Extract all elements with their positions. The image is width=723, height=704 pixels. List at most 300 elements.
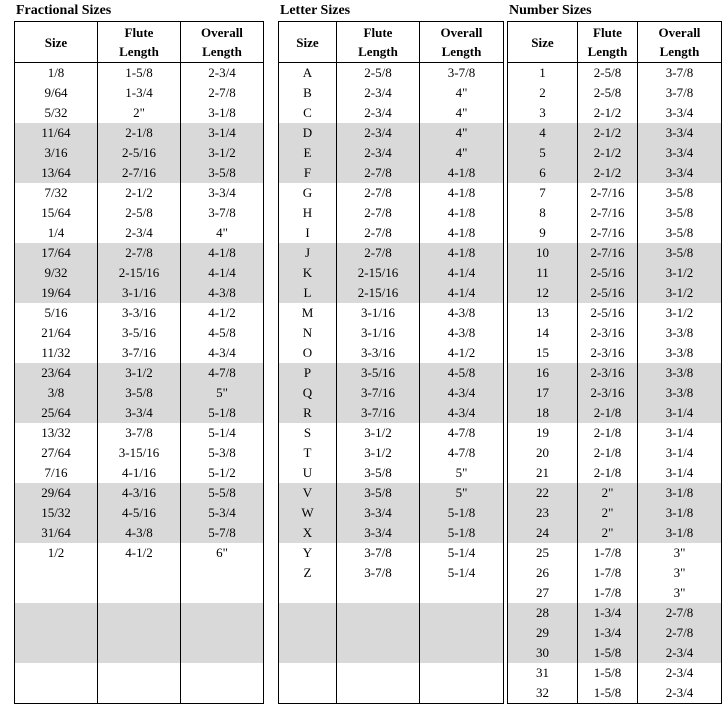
overall-length-cell: 5-5/8 <box>181 483 264 503</box>
flute-length-cell: 1-3/4 <box>98 83 181 103</box>
size-cell: 6 <box>508 163 578 183</box>
size-cell: 14 <box>508 323 578 343</box>
table-row <box>508 283 722 303</box>
size-cell: 5/16 <box>15 303 98 323</box>
flute-length-cell: 2-5/8 <box>337 63 420 84</box>
size-cell: 17 <box>508 383 578 403</box>
table-row <box>15 163 264 183</box>
overall-length-cell: 3-7/8 <box>638 83 722 103</box>
overall-length-cell: 3-1/2 <box>638 303 722 323</box>
overall-length-cell: 3-5/8 <box>181 163 264 183</box>
flute-length-cell: 2-5/8 <box>98 203 181 223</box>
size-cell: P <box>279 363 337 383</box>
table-row <box>508 563 722 583</box>
flute-length-cell: 2-3/4 <box>337 123 420 143</box>
flute-header-line2: Length <box>587 44 628 59</box>
flute-length-cell: 2-15/16 <box>98 263 181 283</box>
table-row <box>15 303 264 323</box>
size-cell: 11/64 <box>15 123 98 143</box>
size-cell: 1/8 <box>15 63 98 84</box>
overall-length-cell: 4-3/4 <box>420 383 504 403</box>
flute-length-cell: 2-5/8 <box>578 63 638 84</box>
flute-length-cell <box>98 683 181 704</box>
flute-length-cell <box>98 623 181 643</box>
overall-length-cell: 3" <box>638 563 722 583</box>
overall-length-cell: 4" <box>181 223 264 243</box>
table-row <box>279 503 504 523</box>
size-cell: Y <box>279 543 337 563</box>
table-row <box>279 603 504 623</box>
flute-length-cell: 2-5/16 <box>578 303 638 323</box>
table-row <box>279 303 504 323</box>
overall-length-cell: 4-3/4 <box>181 343 264 363</box>
table-row <box>15 343 264 363</box>
flute-length-cell: 2-1/8 <box>578 463 638 483</box>
table-row <box>15 183 264 203</box>
size-cell: 23/64 <box>15 363 98 383</box>
table-row <box>15 623 264 643</box>
flute-length-cell: 4-1/2 <box>98 543 181 563</box>
overall-length-cell: 3-3/8 <box>638 383 722 403</box>
flute-length-cell: 2-7/16 <box>578 183 638 203</box>
number-sizes-table <box>507 21 722 704</box>
overall-length-cell: 5-1/2 <box>181 463 264 483</box>
overall-length-cell: 5" <box>181 383 264 403</box>
table-row <box>508 463 722 483</box>
overall-length-cell: 5-1/8 <box>181 403 264 423</box>
flute-length-cell: 1-3/4 <box>578 603 638 623</box>
table-row <box>15 423 264 443</box>
size-cell: 25/64 <box>15 403 98 423</box>
overall-length-cell: 5-3/8 <box>181 443 264 463</box>
overall-length-header <box>181 22 264 63</box>
flute-length-cell: 2-7/8 <box>337 223 420 243</box>
overall-length-cell: 4-5/8 <box>420 363 504 383</box>
table-row <box>15 483 264 503</box>
section-title: Fractional Sizes <box>16 3 112 18</box>
table-row <box>279 123 504 143</box>
size-cell: 7 <box>508 183 578 203</box>
overall-length-cell: 5-1/4 <box>420 543 504 563</box>
size-cell: 26 <box>508 563 578 583</box>
size-cell: 21/64 <box>15 323 98 343</box>
overall-length-cell <box>181 683 264 704</box>
flute-length-cell: 2-1/8 <box>578 403 638 423</box>
fractional-sizes-table <box>14 21 264 704</box>
flute-length-cell: 2-1/8 <box>578 423 638 443</box>
size-cell: 18 <box>508 403 578 423</box>
overall-length-cell: 3-1/4 <box>638 443 722 463</box>
overall-length-cell: 3-1/2 <box>181 143 264 163</box>
size-cell: 20 <box>508 443 578 463</box>
table-row <box>15 263 264 283</box>
overall-header-line1: Overall <box>440 25 483 40</box>
size-cell: 3/8 <box>15 383 98 403</box>
size-cell: 29/64 <box>15 483 98 503</box>
size-cell: L <box>279 283 337 303</box>
size-cell: 31 <box>508 663 578 683</box>
size-cell <box>15 643 98 663</box>
table-row <box>508 383 722 403</box>
overall-length-cell: 3-7/8 <box>638 63 722 84</box>
size-cell: J <box>279 243 337 263</box>
overall-length-cell <box>181 623 264 643</box>
table-row <box>508 223 722 243</box>
flute-length-cell <box>337 643 420 663</box>
size-cell: I <box>279 223 337 243</box>
overall-length-cell: 3-7/8 <box>420 63 504 84</box>
size-cell: 15/64 <box>15 203 98 223</box>
overall-header-line1: Overall <box>201 25 243 40</box>
table-row <box>279 383 504 403</box>
flute-length-cell: 3-5/8 <box>98 383 181 403</box>
size-cell: V <box>279 483 337 503</box>
flute-length-cell <box>337 603 420 623</box>
flute-length-cell: 2-5/16 <box>98 143 181 163</box>
flute-length-cell: 2-1/2 <box>578 143 638 163</box>
size-header <box>508 22 578 63</box>
overall-length-cell: 4-3/8 <box>420 303 504 323</box>
flute-length-cell: 2-7/16 <box>578 203 638 223</box>
size-cell: 1/4 <box>15 223 98 243</box>
table-row <box>508 263 722 283</box>
table-row <box>15 223 264 243</box>
flute-length-cell: 2-7/8 <box>337 243 420 263</box>
overall-length-cell: 5-1/4 <box>420 563 504 583</box>
table-row <box>508 423 722 443</box>
size-cell: R <box>279 403 337 423</box>
overall-length-cell: 3-1/8 <box>638 503 722 523</box>
table-row <box>508 623 722 643</box>
flute-length-cell: 2-3/16 <box>578 343 638 363</box>
table-row <box>508 443 722 463</box>
size-header-label: Size <box>44 34 68 50</box>
size-cell: 28 <box>508 603 578 623</box>
size-cell: F <box>279 163 337 183</box>
table-row <box>508 503 722 523</box>
section-title: Number Sizes <box>509 3 592 18</box>
size-cell: Q <box>279 383 337 403</box>
size-cell: 1 <box>508 63 578 84</box>
overall-length-cell <box>420 583 504 603</box>
overall-length-cell: 3-3/4 <box>638 143 722 163</box>
size-cell: 15 <box>508 343 578 363</box>
size-cell: 4 <box>508 123 578 143</box>
size-cell <box>279 663 337 683</box>
overall-length-cell: 5-7/8 <box>181 523 264 543</box>
size-cell: 9/64 <box>15 83 98 103</box>
table-row <box>508 243 722 263</box>
flute-length-cell: 1-7/8 <box>578 563 638 583</box>
flute-length-cell: 1-5/8 <box>578 643 638 663</box>
flute-length-cell: 3-7/8 <box>98 423 181 443</box>
flute-length-cell: 3-5/8 <box>337 463 420 483</box>
table-row <box>15 543 264 563</box>
overall-length-cell: 4-3/8 <box>181 283 264 303</box>
table-row <box>508 123 722 143</box>
overall-length-cell: 3-1/8 <box>638 523 722 543</box>
overall-length-cell: 4-1/8 <box>420 243 504 263</box>
size-cell: 5 <box>508 143 578 163</box>
flute-length-cell: 3-1/16 <box>337 323 420 343</box>
size-cell: 11 <box>508 263 578 283</box>
overall-length-cell: 3-5/8 <box>638 203 722 223</box>
flute-length-cell: 4-3/8 <box>98 523 181 543</box>
flute-length-cell: 3-1/16 <box>337 303 420 323</box>
overall-length-cell: 4-3/8 <box>420 323 504 343</box>
overall-length-cell: 4-1/8 <box>420 183 504 203</box>
size-cell <box>279 683 337 704</box>
table-row <box>15 603 264 623</box>
flute-length-cell: 3-3/4 <box>337 523 420 543</box>
table-row <box>15 63 264 84</box>
overall-length-cell: 3-5/8 <box>638 183 722 203</box>
header-row <box>508 22 722 63</box>
overall-length-cell: 5" <box>420 463 504 483</box>
flute-length-cell: 3-5/8 <box>337 483 420 503</box>
table-row <box>279 83 504 103</box>
table-row <box>279 163 504 183</box>
flute-length-cell <box>337 583 420 603</box>
size-cell: 27 <box>508 583 578 603</box>
overall-length-cell: 4-1/4 <box>181 263 264 283</box>
table-row <box>279 623 504 643</box>
size-header-label: Size <box>296 34 319 50</box>
flute-length-cell: 3-3/16 <box>337 343 420 363</box>
overall-length-cell: 3-5/8 <box>638 243 722 263</box>
overall-length-cell: 2-7/8 <box>181 83 264 103</box>
flute-header-line1: Flute <box>124 25 154 40</box>
table-row <box>508 303 722 323</box>
table-row <box>279 463 504 483</box>
overall-length-cell: 2-7/8 <box>638 603 722 623</box>
size-cell <box>279 583 337 603</box>
size-cell <box>15 603 98 623</box>
size-cell: 21 <box>508 463 578 483</box>
table-row <box>508 683 722 704</box>
overall-length-cell: 4-1/8 <box>420 203 504 223</box>
size-cell <box>15 583 98 603</box>
table-row <box>508 583 722 603</box>
size-cell: A <box>279 63 337 84</box>
flute-length-cell: 2-3/16 <box>578 323 638 343</box>
size-cell: 9/32 <box>15 263 98 283</box>
size-cell <box>279 603 337 623</box>
table-row <box>15 443 264 463</box>
table-row <box>279 283 504 303</box>
header-row <box>15 22 264 63</box>
overall-length-cell: 3-1/8 <box>181 103 264 123</box>
table-row <box>508 603 722 623</box>
size-cell: 13 <box>508 303 578 323</box>
table-row <box>508 663 722 683</box>
size-header <box>279 22 337 63</box>
overall-length-cell: 4-1/4 <box>420 283 504 303</box>
table-row <box>508 363 722 383</box>
table-row <box>15 103 264 123</box>
table-row <box>508 103 722 123</box>
flute-length-cell: 2-7/8 <box>337 203 420 223</box>
flute-length-header <box>337 22 420 63</box>
table-row <box>279 403 504 423</box>
flute-length-cell: 3-5/16 <box>98 323 181 343</box>
flute-length-cell <box>98 663 181 683</box>
overall-length-cell: 4" <box>420 143 504 163</box>
overall-length-cell: 2-3/4 <box>638 663 722 683</box>
table-row <box>508 63 722 84</box>
flute-length-header <box>578 22 638 63</box>
flute-length-cell <box>98 563 181 583</box>
flute-length-cell: 2-3/4 <box>337 143 420 163</box>
overall-length-cell: 5" <box>420 483 504 503</box>
table-row <box>279 563 504 583</box>
size-cell: 17/64 <box>15 243 98 263</box>
table-row <box>508 403 722 423</box>
flute-length-cell: 2-1/2 <box>578 163 638 183</box>
flute-length-cell: 1-5/8 <box>578 663 638 683</box>
flute-length-cell: 1-3/4 <box>578 623 638 643</box>
table-row <box>279 323 504 343</box>
size-cell: B <box>279 83 337 103</box>
overall-length-cell: 4-5/8 <box>181 323 264 343</box>
size-cell <box>15 663 98 683</box>
flute-length-cell: 2-3/4 <box>337 83 420 103</box>
table-row <box>15 643 264 663</box>
overall-length-cell: 3-1/4 <box>638 403 722 423</box>
size-cell <box>15 683 98 704</box>
table-row <box>508 483 722 503</box>
flute-length-cell <box>337 683 420 704</box>
table-row <box>279 143 504 163</box>
size-cell: G <box>279 183 337 203</box>
flute-length-cell: 3-3/4 <box>337 503 420 523</box>
size-cell: 25 <box>508 543 578 563</box>
table-row <box>508 343 722 363</box>
section-title: Letter Sizes <box>280 3 351 18</box>
overall-length-cell: 3-3/8 <box>638 363 722 383</box>
table-row <box>508 183 722 203</box>
overall-length-cell <box>420 663 504 683</box>
size-cell: 24 <box>508 523 578 543</box>
flute-length-cell: 3-7/16 <box>337 403 420 423</box>
overall-header-line2: Length <box>659 44 700 59</box>
size-cell: X <box>279 523 337 543</box>
size-cell <box>279 643 337 663</box>
flute-length-cell: 2-7/16 <box>578 223 638 243</box>
overall-length-cell: 4-1/4 <box>420 263 504 283</box>
flute-header-line1: Flute <box>593 25 622 40</box>
flute-length-cell: 2-7/16 <box>578 243 638 263</box>
size-header-label: Size <box>531 34 554 50</box>
table-row <box>15 383 264 403</box>
overall-length-cell: 3-1/4 <box>181 123 264 143</box>
flute-length-cell: 3-1/2 <box>98 363 181 383</box>
size-cell: 11/32 <box>15 343 98 363</box>
size-cell: 12 <box>508 283 578 303</box>
overall-length-cell: 2-3/4 <box>638 683 722 704</box>
size-cell: T <box>279 443 337 463</box>
flute-length-cell: 3-1/2 <box>337 423 420 443</box>
table-row <box>15 583 264 603</box>
flute-length-cell: 2-15/16 <box>337 263 420 283</box>
overall-length-cell: 3-5/8 <box>638 223 722 243</box>
table-row <box>279 343 504 363</box>
size-cell: 9 <box>508 223 578 243</box>
overall-length-cell <box>420 683 504 704</box>
flute-header-line2: Length <box>358 44 398 59</box>
flute-length-cell: 1-7/8 <box>578 583 638 603</box>
size-cell: 8 <box>508 203 578 223</box>
table-row <box>15 563 264 583</box>
size-cell: 32 <box>508 683 578 704</box>
flute-length-cell: 4-3/16 <box>98 483 181 503</box>
flute-header-line1: Flute <box>363 25 393 40</box>
overall-length-cell: 4-3/4 <box>420 403 504 423</box>
overall-length-cell: 3-1/4 <box>638 423 722 443</box>
size-cell: S <box>279 423 337 443</box>
overall-length-cell <box>420 643 504 663</box>
flute-length-cell <box>98 583 181 603</box>
overall-length-cell: 5-1/4 <box>181 423 264 443</box>
size-cell: 19 <box>508 423 578 443</box>
flute-length-cell: 2" <box>578 503 638 523</box>
overall-length-cell: 3-3/4 <box>181 183 264 203</box>
table-row <box>15 683 264 704</box>
size-cell: U <box>279 463 337 483</box>
table-row <box>279 223 504 243</box>
flute-length-cell: 2-7/8 <box>337 183 420 203</box>
overall-length-cell <box>181 663 264 683</box>
size-cell: 13/32 <box>15 423 98 443</box>
flute-length-cell <box>337 663 420 683</box>
overall-length-cell: 4-7/8 <box>181 363 264 383</box>
table-row <box>15 323 264 343</box>
table-row <box>15 203 264 223</box>
size-cell: 15/32 <box>15 503 98 523</box>
overall-length-cell <box>420 623 504 643</box>
table-row <box>508 643 722 663</box>
size-header <box>15 22 98 63</box>
flute-length-cell: 3-5/16 <box>337 363 420 383</box>
size-cell: 10 <box>508 243 578 263</box>
overall-length-cell: 3-3/4 <box>638 123 722 143</box>
overall-length-cell: 5-3/4 <box>181 503 264 523</box>
flute-length-cell: 3-3/16 <box>98 303 181 323</box>
flute-length-cell: 2-3/4 <box>337 103 420 123</box>
size-cell: 5/32 <box>15 103 98 123</box>
size-cell: 3/16 <box>15 143 98 163</box>
size-cell: D <box>279 123 337 143</box>
flute-length-cell: 2" <box>98 103 181 123</box>
table-row <box>279 543 504 563</box>
size-cell: 31/64 <box>15 523 98 543</box>
size-cell: 3 <box>508 103 578 123</box>
table-row <box>279 363 504 383</box>
table-row <box>508 323 722 343</box>
overall-length-cell: 4-1/2 <box>181 303 264 323</box>
size-cell: 1/2 <box>15 543 98 563</box>
table-row <box>279 63 504 84</box>
table-row <box>15 143 264 163</box>
size-cell: 13/64 <box>15 163 98 183</box>
flute-length-cell: 2-1/2 <box>578 123 638 143</box>
size-cell: K <box>279 263 337 283</box>
flute-length-cell: 3-7/8 <box>337 543 420 563</box>
flute-length-cell: 3-15/16 <box>98 443 181 463</box>
overall-header-line2: Length <box>202 44 242 59</box>
size-cell: 27/64 <box>15 443 98 463</box>
table-row <box>15 523 264 543</box>
